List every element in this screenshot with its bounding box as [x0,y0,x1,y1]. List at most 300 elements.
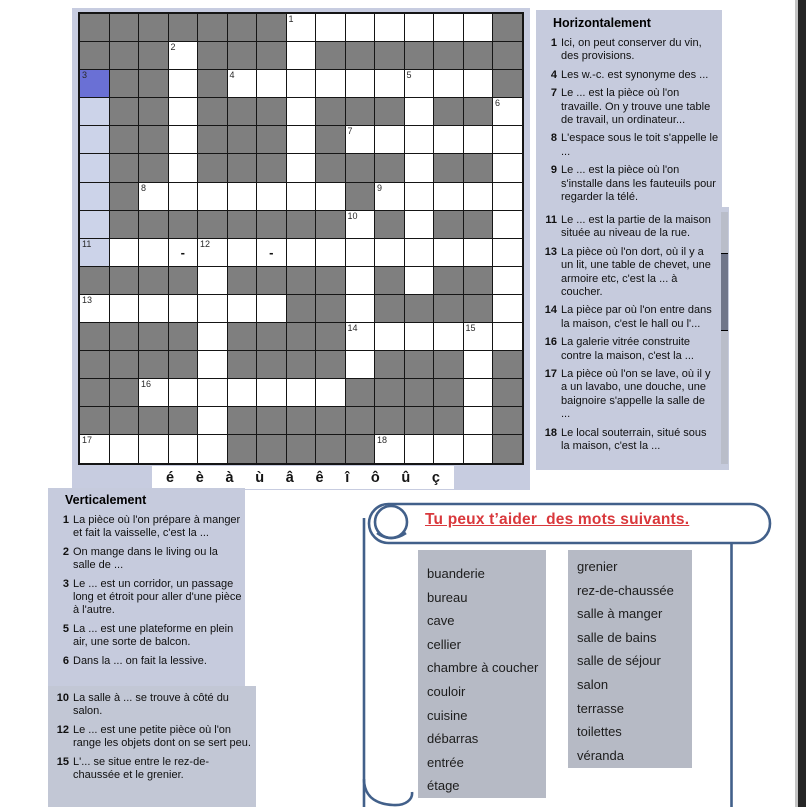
grid-cell[interactable] [80,154,109,181]
grid-cell[interactable] [405,183,434,210]
grid-cell[interactable] [464,239,493,266]
grid-block-cell [110,70,139,97]
word-bank-item: buanderie [427,566,485,581]
grid-cell[interactable] [493,267,522,294]
clue-text: L'... se situe entre le rez-de-chaussée et le grenier. [73,755,209,782]
grid-block-cell [110,407,139,434]
grid-cell[interactable] [464,183,493,210]
down-clue-list-2 [53,692,253,782]
grid-cell[interactable] [169,435,198,462]
grid-block-cell [139,14,168,41]
grid-block-cell [139,267,168,294]
grid-cell[interactable] [228,239,257,266]
word-bank-item: débarras [427,731,479,747]
cell-number: 2 [170,42,176,53]
grid-block-cell [139,42,168,69]
grid-cell[interactable] [346,211,375,238]
grid-cell[interactable] [169,183,198,210]
grid-cell[interactable] [228,70,257,97]
clue-item [541,164,719,204]
clue-text: Le ... est un corridor, un passage long et étroit pour aller d'une pièce à l'autre. [73,577,242,617]
grid-cell[interactable] [198,407,227,434]
grid-cell[interactable] [110,295,139,322]
cell-number: 15 [465,323,476,334]
grid-cell[interactable] [493,183,522,210]
accent-key-ô[interactable]: ô [370,469,380,486]
grid-block-cell [287,351,316,378]
grid-block-cell [228,126,257,153]
clue-number: 7 [550,87,557,100]
grid-cell[interactable] [405,70,434,97]
grid-block-cell [316,323,345,350]
clue-text: La pièce où l'on dort, où il y a un lit, une table de chevet, une armoire etc, c'est la ... à coucher. [561,245,711,299]
grid-block-cell [110,14,139,41]
grid-cell[interactable] [80,295,109,322]
scroll-banner-graphic [350,495,780,807]
grid-cell[interactable] [375,239,404,266]
grid-block-cell [80,14,109,41]
grid-cell[interactable] [405,211,434,238]
grid-cell[interactable] [493,323,522,350]
grid-block-cell [346,435,375,462]
grid-cell[interactable] [405,154,434,181]
grid-block-cell [257,267,286,294]
grid-cell[interactable] [464,379,493,406]
grid-cell[interactable] [169,98,198,125]
grid-block-cell [346,154,375,181]
grid-block-cell [434,351,463,378]
grid-block-cell [257,98,286,125]
grid-cell[interactable] [139,239,168,266]
grid-cell[interactable] [434,239,463,266]
grid-block-cell [316,211,345,238]
clue-item [541,214,715,241]
grid-cell[interactable] [80,435,109,462]
grid-cell[interactable] [198,435,227,462]
grid-block-cell [257,154,286,181]
grid-cell[interactable] [287,14,316,41]
cell-number: 1 [288,14,294,24]
word-bank-column-2 [568,550,692,768]
accent-key-ù[interactable]: ù [255,469,265,486]
accent-key-à[interactable]: à [225,469,234,486]
grid-block-cell [493,407,522,434]
grid-cell[interactable] [316,14,345,41]
grid-block-cell [110,42,139,69]
grid-cell[interactable] [375,323,404,350]
grid-block-cell [375,379,404,406]
clue-number: 1 [62,514,69,526]
grid-cell[interactable] [346,267,375,294]
grid-cell[interactable] [405,98,434,125]
word-bank-item: grenier [577,559,618,574]
cell-number: 17 [82,435,93,446]
grid-cell[interactable] [169,70,198,97]
grid-block-cell [493,42,522,69]
grid-cell[interactable] [434,435,463,462]
word-bank-item: salon [577,676,609,692]
clue-item [541,246,715,300]
grid-block-cell [316,407,345,434]
clue-number: 3 [62,577,69,590]
grid-block-cell [405,42,434,69]
grid-cell[interactable] [257,183,286,210]
crossword-panel [72,8,530,490]
grid-cell[interactable] [493,154,522,181]
grid-block-cell [110,267,139,294]
grid-cell[interactable] [169,126,198,153]
grid-cell[interactable] [464,351,493,378]
grid-block-cell [405,407,434,434]
grid-block-cell [464,267,493,294]
grid-block-cell [228,14,257,41]
grid-cell[interactable] [346,70,375,97]
clue-item [541,368,715,422]
grid-cell[interactable] [198,267,227,294]
grid-block-cell [257,126,286,153]
grid-cell[interactable] [405,267,434,294]
grid-cell[interactable] [493,295,522,322]
grid-cell[interactable] [493,98,522,125]
grid-block-cell [139,70,168,97]
word-bank-item: cellier [427,636,461,652]
grid-cell[interactable] [464,435,493,462]
grid-cell[interactable] [493,126,522,153]
word-bank-item: toilettes [577,724,622,740]
grid-cell[interactable] [80,98,109,125]
grid-block-cell [346,42,375,69]
grid-block-cell [198,14,227,41]
grid-block-cell [139,211,168,238]
grid-block-cell [464,98,493,125]
grid-cell[interactable] [316,183,345,210]
grid-cell[interactable] [198,351,227,378]
grid-cell[interactable] [493,239,522,266]
word-bank-item: salle à manger [577,606,663,622]
grid-block-cell [139,351,168,378]
grid-block-cell [434,295,463,322]
grid-block-cell [405,379,434,406]
cell-number: 18 [377,435,388,446]
grid-cell[interactable] [316,70,345,97]
clue-scrollbar-thumb[interactable] [721,253,728,331]
cell-hyphen: - [180,244,185,260]
grid-block-cell [375,42,404,69]
grid-block-cell [228,154,257,181]
clue-text: La pièce par où l'on entre dans la maison, c'est le hall ou l'... [561,304,712,330]
clue-text: Dans la ... on fait la lessive. [73,654,207,667]
grid-cell[interactable] [434,126,463,153]
grid-cell[interactable] [287,98,316,125]
grid-cell[interactable] [169,379,198,406]
grid-cell[interactable] [434,183,463,210]
grid-block-cell [493,14,522,41]
clue-text: L'espace sous le toit s'appelle le ... [561,132,719,158]
clue-item [53,724,253,751]
grid-block-cell [434,267,463,294]
grid-block-cell [257,14,286,41]
grid-cell[interactable] [375,183,404,210]
grid-block-cell [375,407,404,434]
clue-number: 17 [544,368,557,381]
cell-number: 11 [82,238,92,249]
grid-cell[interactable] [346,126,375,153]
grid-cell[interactable] [139,183,168,210]
grid-cell[interactable] [198,323,227,350]
grid-cell[interactable] [228,295,257,322]
grid-block-cell [375,98,404,125]
grid-block-cell [316,295,345,322]
clue-item [541,69,719,82]
grid-cell[interactable] [287,379,316,406]
grid-block-cell [169,323,198,350]
grid-block-cell [198,98,227,125]
grid-cell[interactable] [405,239,434,266]
grid-cell[interactable] [228,183,257,210]
clue-number: 11 [545,214,557,226]
grid-cell[interactable] [434,14,463,41]
clue-text: Les w.-c. est synonyme des ... [561,68,709,81]
grid-block-cell [434,379,463,406]
grid-block-cell [316,98,345,125]
grid-block-cell [316,435,345,462]
grid-block-cell [110,183,139,210]
grid-block-cell [139,126,168,153]
cell-number: 8 [141,182,147,193]
grid-cell[interactable] [375,70,404,97]
grid-block-cell [139,154,168,181]
grid-cell[interactable] [346,323,375,350]
grid-cell[interactable] [287,239,316,266]
accent-key-û[interactable]: û [401,469,411,486]
grid-cell[interactable] [464,407,493,434]
grid-cell[interactable] [316,379,345,406]
grid-cell[interactable] [405,126,434,153]
clue-item [53,578,242,618]
grid-cell[interactable] [80,183,109,210]
cell-hyphen: - [269,244,274,260]
accent-key-â[interactable]: â [285,469,294,486]
down-title: Verticalement [65,493,147,507]
grid-cell[interactable] [434,323,463,350]
grid-cell[interactable] [316,239,345,266]
grid-cell[interactable] [169,154,198,181]
clue-text: Le ... est la partie de la maison située au niveau de la rue. [561,214,711,240]
accent-key-bar [152,466,454,489]
grid-block-cell [257,351,286,378]
crossword-grid [78,12,524,465]
grid-cell[interactable] [434,70,463,97]
grid-block-cell [228,407,257,434]
grid-cell[interactable] [346,351,375,378]
grid-block-cell [346,407,375,434]
grid-block-cell [375,154,404,181]
grid-cell[interactable] [228,379,257,406]
cell-number: 13 [82,294,93,305]
cell-number: 6 [495,98,501,109]
grid-cell[interactable] [80,239,109,266]
grid-cell-selected[interactable] [80,70,109,97]
grid-cell[interactable] [139,295,168,322]
grid-block-cell [139,98,168,125]
grid-block-cell [228,351,257,378]
clue-item [541,427,715,454]
accent-key-î[interactable]: î [345,469,350,486]
grid-block-cell [493,435,522,462]
clue-number: 15 [56,755,69,768]
grid-cell[interactable] [257,379,286,406]
grid-block-cell [434,211,463,238]
grid-cell[interactable] [287,183,316,210]
grid-block-cell [198,154,227,181]
word-bank-item: cave [427,613,455,629]
grid-cell[interactable] [464,70,493,97]
word-bank-item: véranda [577,747,624,763]
clue-number: 18 [544,426,557,439]
cell-number: 5 [406,70,412,81]
grid-cell[interactable] [287,126,316,153]
grid-cell[interactable] [405,14,434,41]
grid-cell[interactable] [169,42,198,69]
grid-block-cell [257,407,286,434]
clue-item [53,623,242,650]
accent-key-ê[interactable]: ê [315,469,324,486]
grid-cell[interactable] [493,211,522,238]
clue-text: La ... est une plateforme en plein air, une sorte de balcon. [73,622,234,649]
grid-cell[interactable] [346,14,375,41]
clue-item [53,655,242,668]
grid-block-cell [110,98,139,125]
clue-item [541,37,719,64]
grid-cell[interactable] [139,435,168,462]
clue-number: 12 [56,723,69,736]
grid-cell[interactable] [169,239,198,266]
grid-cell[interactable] [257,295,286,322]
clue-number: 13 [544,245,557,258]
grid-block-cell [287,435,316,462]
grid-block-cell [316,42,345,69]
grid-block-cell [228,323,257,350]
grid-block-cell [80,351,109,378]
grid-block-cell [493,351,522,378]
grid-cell[interactable] [375,435,404,462]
grid-block-cell [80,407,109,434]
grid-block-cell [375,351,404,378]
accent-key-ç[interactable]: ç [431,469,440,486]
grid-block-cell [464,295,493,322]
grid-cell[interactable] [405,435,434,462]
grid-cell[interactable] [287,154,316,181]
grid-block-cell [375,295,404,322]
grid-cell[interactable] [198,239,227,266]
grid-block-cell [257,435,286,462]
grid-block-cell [316,126,345,153]
grid-block-cell [169,211,198,238]
grid-cell[interactable] [110,239,139,266]
across-clue-list-1 [541,37,719,204]
grid-block-cell [110,126,139,153]
across-title: Horizontalement [553,16,651,30]
clue-text: La galerie vitrée construite contre la maison, c'est la ... [561,336,694,362]
grid-cell[interactable] [198,295,227,322]
down-clues-panel-bottom [48,686,256,807]
grid-cell[interactable] [80,126,109,153]
grid-cell[interactable] [198,183,227,210]
grid-cell[interactable] [464,323,493,350]
word-bank-item: entrée [427,754,464,770]
grid-cell[interactable] [287,70,316,97]
grid-block-cell [375,211,404,238]
grid-cell[interactable] [464,126,493,153]
grid-cell[interactable] [375,126,404,153]
grid-cell[interactable] [346,239,375,266]
clue-text: La pièce où l'on se lave, où il y a un lavabo, une douche, une baignoire s'appelle la salle de ... [561,368,711,421]
accent-key-é[interactable]: é [166,469,175,486]
word-bank-item: cuisine [427,707,468,723]
word-bank-item: étage [427,778,460,794]
grid-cell[interactable] [198,379,227,406]
grid-block-cell [257,42,286,69]
clue-number: 16 [544,336,557,349]
grid-cell[interactable] [464,14,493,41]
grid-block-cell [228,435,257,462]
grid-block-cell [228,267,257,294]
grid-cell[interactable] [405,323,434,350]
clue-number: 4 [550,68,557,81]
grid-cell[interactable] [257,239,286,266]
clue-text: La salle à ... se trouve à côté du salon. [73,692,229,718]
grid-block-cell [316,267,345,294]
clue-item [541,304,715,331]
grid-block-cell [80,42,109,69]
clue-number: 1 [550,37,557,49]
grid-block-cell [169,351,198,378]
grid-cell[interactable] [287,42,316,69]
word-bank-item: couloir [427,683,466,699]
grid-block-cell [228,211,257,238]
word-bank-item: terrasse [577,700,624,716]
clue-number: 8 [550,132,557,145]
grid-block-cell [287,267,316,294]
clue-number: 2 [62,545,69,558]
grid-block-cell [316,154,345,181]
grid-block-cell [493,379,522,406]
grid-block-cell [198,42,227,69]
grid-cell[interactable] [169,295,198,322]
accent-key-è[interactable]: è [195,469,204,486]
clue-text: Le ... est la pièce où l'on s'installe dans les fauteuils pour regarder la télé. [561,164,716,204]
grid-block-cell [80,267,109,294]
clue-item [53,756,253,783]
cell-number: 14 [347,323,358,334]
clue-number: 5 [62,622,69,635]
grid-block-cell [434,42,463,69]
grid-block-cell [346,183,375,210]
grid-cell[interactable] [80,211,109,238]
grid-cell[interactable] [110,435,139,462]
grid-block-cell [110,323,139,350]
grid-block-cell [110,351,139,378]
grid-cell[interactable] [346,295,375,322]
word-bank-column-1 [418,550,546,798]
grid-cell[interactable] [139,379,168,406]
clue-text: La pièce où l'on prépare à manger et fait la vaisselle, c'est la ... [73,514,241,540]
grid-cell[interactable] [375,14,404,41]
clue-text: Le ... est la pièce où l'on travaille. On y trouve une table de travail, un ordinateur... [561,87,711,127]
across-clue-list-2 [541,214,715,454]
grid-cell[interactable] [257,70,286,97]
across-clues-panel-top [536,10,722,207]
